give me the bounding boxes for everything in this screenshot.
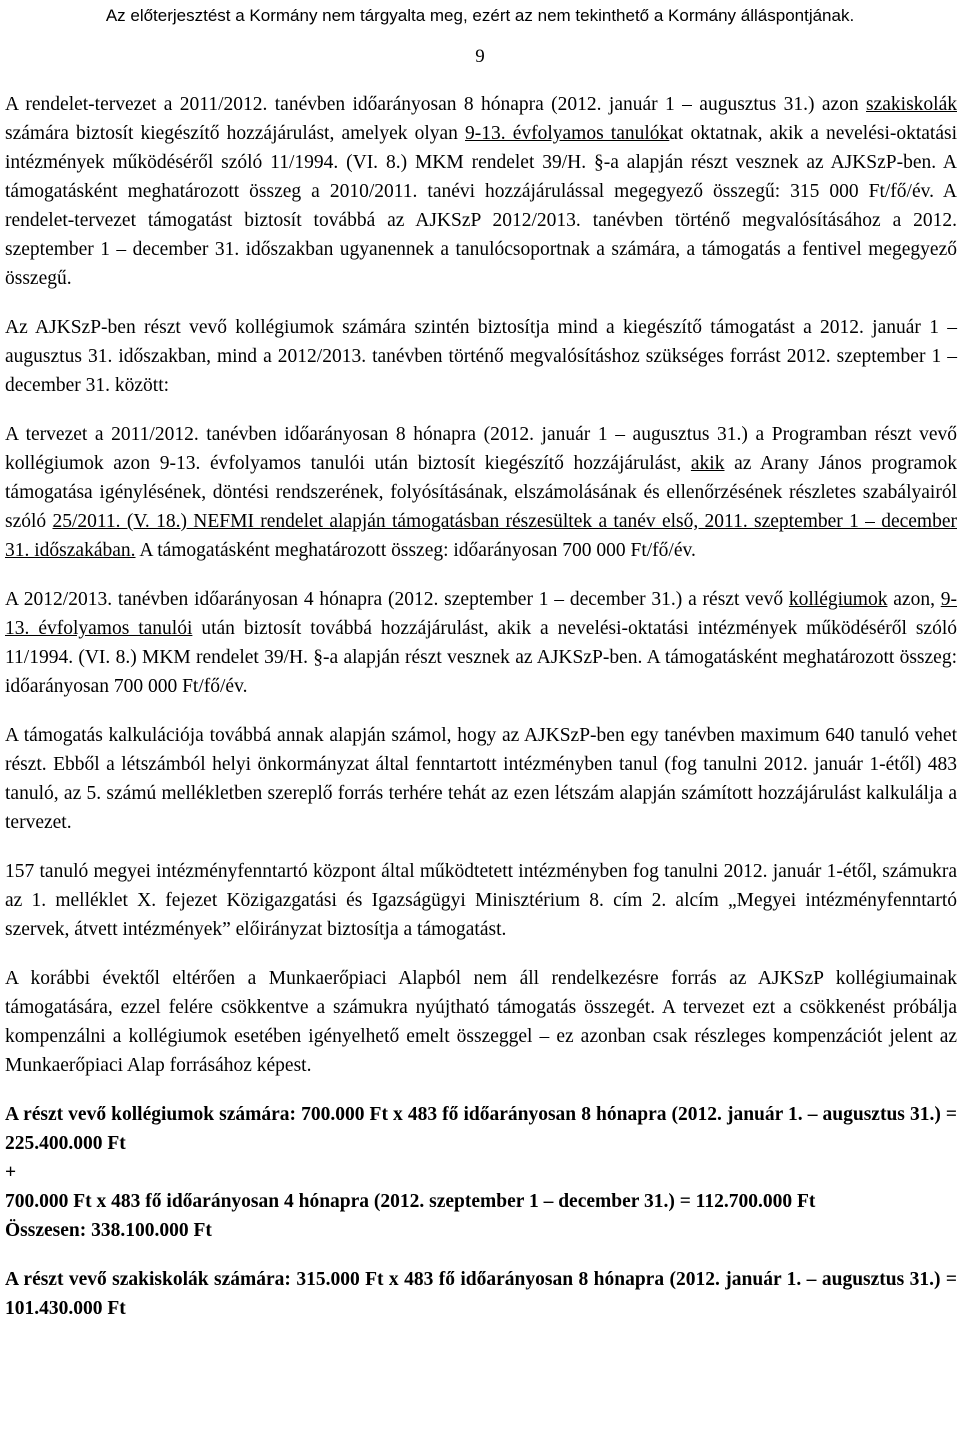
paragraph-1-text-c: at oktatnak, akik a nevelési-oktatási intézmények működéséről szóló 11/1994. (VI. 8.) MKM rendelet 39/H. §-a alapján részt vesznek az AJKSzP-ben. A támogatásként meghatározott összeg a 2010/2011. tanévi hozzájárulással megegyező összegű: 315 000 Ft/fő/év. A rendelet-tervezet támogatást biztosít továbbá az AJKSzP 2012/2013. tanévben történő megvalósításához a 2012. szeptember 1 – december 31. időszakban ugyanennek a tanulócsoportnak a számára, a támogatás a fentivel megegyező összegű. bbox=[5, 123, 958, 289]
calculation-colleges-second: 700.000 Ft x 483 fő időarányosan 4 hónapra (2012. szeptember 1 – december 31.) = 112.700.000 Ft bbox=[5, 1191, 816, 1212]
paragraph-2: Az AJKSzP-ben részt vevő kollégiumok számára szintén biztosítja mind a kiegészítő támogatást a 2012. január 1 – augusztus 31. időszakban, mind a 2012/2013. tanévben történő megvalósításhoz szükséges forrást 2012. szeptember 1 – december 31. között: bbox=[5, 317, 957, 396]
paragraph-4-underline-2: 9-13. évfolyamos tanulói bbox=[5, 589, 957, 639]
paragraph-1-underline-1: szakiskolák bbox=[866, 94, 957, 115]
calculation-plus: + bbox=[5, 1162, 17, 1183]
page-header: Az előterjesztést a Kormány nem tárgyalta meg, ezért az nem tekinthető a Kormány álláspontjának. bbox=[105, 6, 855, 25]
paragraph-7: A korábbi évektől eltérően a Munkaerőpiaci Alapból nem áll rendelkezésre forrás az AJKSzP kollégiumainak támogatására, ezzel felére csökkentve a számukra nyújtható támogatás összegét. A tervezet ezt a csökkenést próbálja kompenzálni a kollégiumok esetében igényelhető emelt összeggel – ez azonban csak részleges kompenzációt jelent az Munkaerőpiaci Alap forrásához képest. bbox=[5, 968, 957, 1076]
paragraph-1-text-a: A rendelet-tervezet a 2011/2012. tanévben időarányosan 8 hónapra (2012. január 1 – augusztus 31.) azon bbox=[5, 94, 867, 115]
paragraph-1 bbox=[5, 90, 957, 293]
paragraph-3-underline-2: 25/2011. (V. 18.) NEFMI rendelet alapján támogatásban részesültek a tanév első, 2011. szeptember 1 – december 31. időszakában. bbox=[5, 511, 957, 561]
paragraph-4 bbox=[5, 585, 957, 701]
paragraph-1-underline-2: 9-13. évfolyamos tanulók bbox=[465, 123, 670, 144]
calculation-colleges: A részt vevő kollégiumok számára: 700.000 Ft x 483 fő időarányosan 8 hónapra (2012. január 1. – augusztus 31.) = 225.400.000 Ft bbox=[5, 1104, 957, 1154]
calculation-total: Összesen: 338.100.000 Ft bbox=[5, 1220, 212, 1241]
page-number: 9 bbox=[475, 46, 485, 67]
paragraph-4-text-a: A 2012/2013. tanévben időarányosan 4 hónapra (2012. szeptember 1 – december 31.) a részt vevő bbox=[5, 589, 789, 610]
paragraph-6: 157 tanuló megyei intézményfenntartó központ által működtetett intézményben fog tanulni 2012. január 1-étől, számukra az 1. melléklet X. fejezet Közigazgatási és Igazságügyi Minisztérium 8. cím 2. alcím „Megyei intézményfenntartó szervek, átvett intézmények” előirányzat biztosítja a támogatást. bbox=[5, 861, 957, 940]
document-body bbox=[5, 76, 957, 1323]
calculation-vocational-schools: A részt vevő szakiskolák számára: 315.000 Ft x 483 fő időarányosan 8 hónapra (2012. január 1. – augusztus 31.) = 101.430.000 Ft bbox=[5, 1269, 957, 1319]
paragraph-5: A támogatás kalkulációja továbbá annak alapján számol, hogy az AJKSzP-ben egy tanévben maximum 640 tanuló vehet részt. Ebből a létszámból helyi önkormányzat által fenntartott intézményben tanul (fog tanulni 2012. január 1-étől) 483 tanuló, az 5. számú mellékletben szereplő forrás terhére tehát az ezen létszám alapján számított hozzájárulást kalkulálja a tervezet. bbox=[5, 725, 957, 833]
paragraph-3 bbox=[5, 420, 957, 565]
paragraph-4-underline-1: kollégiumok bbox=[788, 589, 888, 610]
paragraph-4-text-c: után biztosít továbbá hozzájárulást, akik a nevelési-oktatási intézmények működéséről szóló 11/1994. (VI. 8.) MKM rendelet 39/H. §-a alapján részt vesznek az AJKSzP-ben. A támogatásként meghatározott összeg: időarányosan 700 000 Ft/fő/év. bbox=[5, 618, 957, 697]
paragraph-3-text-c: A támogatásként meghatározott összeg: időarányosan 700 000 Ft/fő/év. bbox=[135, 540, 696, 561]
paragraph-1-text-b: számára biztosít kiegészítő hozzájárulást, amelyek olyan bbox=[5, 123, 465, 144]
paragraph-3-text-b: az Arany János programok támogatása igénylésének, döntési rendszerének, folyósításának, elszámolásának és ellenőrzésének részletes szabályairól szóló bbox=[5, 453, 958, 532]
paragraph-3-text-a: A tervezet a 2011/2012. tanévben időarányosan 8 hónapra (2012. január 1 – augusztus 31.) a Programban részt vevő kollégiumok azon 9-13. évfolyamos tanulói után biztosít kiegészítő hozzájárulást, bbox=[5, 424, 957, 474]
paragraph-4-text-b: azon, bbox=[887, 589, 941, 610]
paragraph-3-underline-1: akik bbox=[690, 453, 725, 474]
